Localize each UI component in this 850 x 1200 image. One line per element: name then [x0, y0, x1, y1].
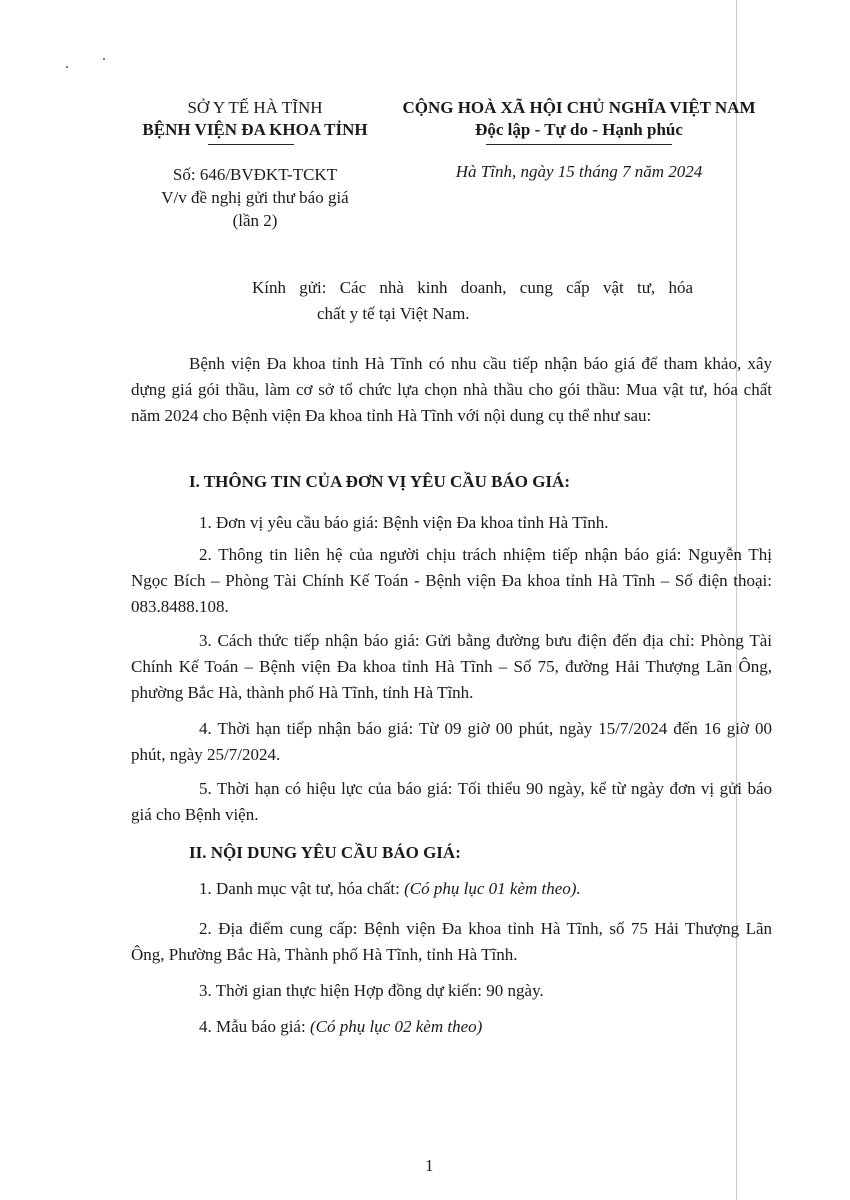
- section-1-item-1: 1. Đơn vị yêu cầu báo giá: Bệnh viện Đa khoa tỉnh Hà Tĩnh.: [199, 513, 609, 532]
- section-1-item-3: 3. Cách thức tiếp nhận báo giá: Gửi bằng đường bưu điện đến địa chỉ: Phòng Tài Chính Kế Toán – Bệnh viện Đa khoa tỉnh Hà Tĩnh – Số 75, đường Hải Thượng Lãn Ông, phường Bắc Hà, thành phố Hà Tĩnh, tỉnh Hà Tĩnh.: [131, 631, 772, 702]
- section-2-title: II. NỘI DUNG YÊU CẦU BÁO GIÁ:: [189, 843, 461, 862]
- section-2-item-4-note: (Có phụ lục 02 kèm theo): [309, 1017, 483, 1036]
- section-2-item-1: [199, 876, 581, 902]
- section-2-item-3: 3. Thời gian thực hiện Hợp đồng dự kiến: 90 ngày.: [199, 981, 544, 1000]
- section-1-item-4: 4. Thời hạn tiếp nhận báo giá: Từ 09 giờ 00 phút, ngày 15/7/2024 đến 16 giờ 00 phút, ngày 25/7/2024.: [131, 719, 772, 764]
- document-subject-line-1: V/v đề nghị gửi thư báo giá: [161, 188, 349, 207]
- section-1-title: I. THÔNG TIN CỦA ĐƠN VỊ YÊU CẦU BÁO GIÁ:: [189, 472, 570, 491]
- motto: Độc lập - Tự do - Hạnh phúc: [475, 120, 683, 139]
- org-underline: [208, 144, 294, 145]
- org-name: BỆNH VIỆN ĐA KHOA TỈNH: [142, 120, 368, 139]
- place-date: Hà Tĩnh, ngày 15 tháng 7 năm 2024: [455, 162, 703, 181]
- document-number: Số: 646/BVĐKT-TCKT: [172, 165, 338, 184]
- section-1-item-2: 2. Thông tin liên hệ của người chịu trách nhiệm tiếp nhận báo giá: Nguyễn Thị Ngọc Bích – Phòng Tài Chính Kế Toán - Bệnh viện Đa khoa tỉnh Hà Tĩnh – Số điện thoại: 083.8488.108.: [131, 545, 772, 616]
- section-1-item-5: 5. Thời hạn có hiệu lực của báo giá: Tối thiểu 90 ngày, kể từ ngày đơn vị gửi báo giá cho Bệnh viện.: [131, 779, 772, 824]
- document-subject-line-2: (lần 2): [232, 211, 278, 230]
- page-number: 1: [425, 1156, 434, 1175]
- recipient-line-1: Kính gửi: Các nhà kinh doanh, cung cấp vật tư, hóa: [252, 278, 693, 297]
- section-2-item-1-note: (Có phụ lục 01 kèm theo).: [404, 879, 581, 898]
- org-parent: SỞ Y TẾ HÀ TĨNH: [187, 98, 323, 117]
- section-2-item-2: 2. Địa điểm cung cấp: Bệnh viện Đa khoa tỉnh Hà Tĩnh, số 75 Hải Thượng Lãn Ông, Phường Bắc Hà, Thành phố Hà Tĩnh, tỉnh Hà Tĩnh.: [131, 919, 772, 964]
- recipient-line-2: chất y tế tại Việt Nam.: [317, 304, 470, 323]
- section-2-item-4: [199, 1014, 482, 1040]
- section-2-item-4-text: 4. Mẫu báo giá:: [199, 1017, 310, 1036]
- section-2-item-1-text: 1. Danh mục vật tư, hóa chất:: [199, 879, 405, 898]
- nation-title: CỘNG HOÀ XÃ HỘI CHỦ NGHĨA VIỆT NAM: [402, 98, 756, 117]
- scan-speck: [66, 66, 68, 68]
- scan-speck: [103, 58, 105, 60]
- motto-underline: [486, 144, 672, 145]
- intro-paragraph: Bệnh viện Đa khoa tỉnh Hà Tĩnh có nhu cầu tiếp nhận báo giá để tham khảo, xây dựng giá gói thầu, làm cơ sở tổ chức lựa chọn nhà thầu cho gói thầu: Mua vật tư, hóa chất năm 2024 cho Bệnh viện Đa khoa tỉnh Hà Tĩnh với nội dung cụ thể như sau:: [131, 354, 772, 425]
